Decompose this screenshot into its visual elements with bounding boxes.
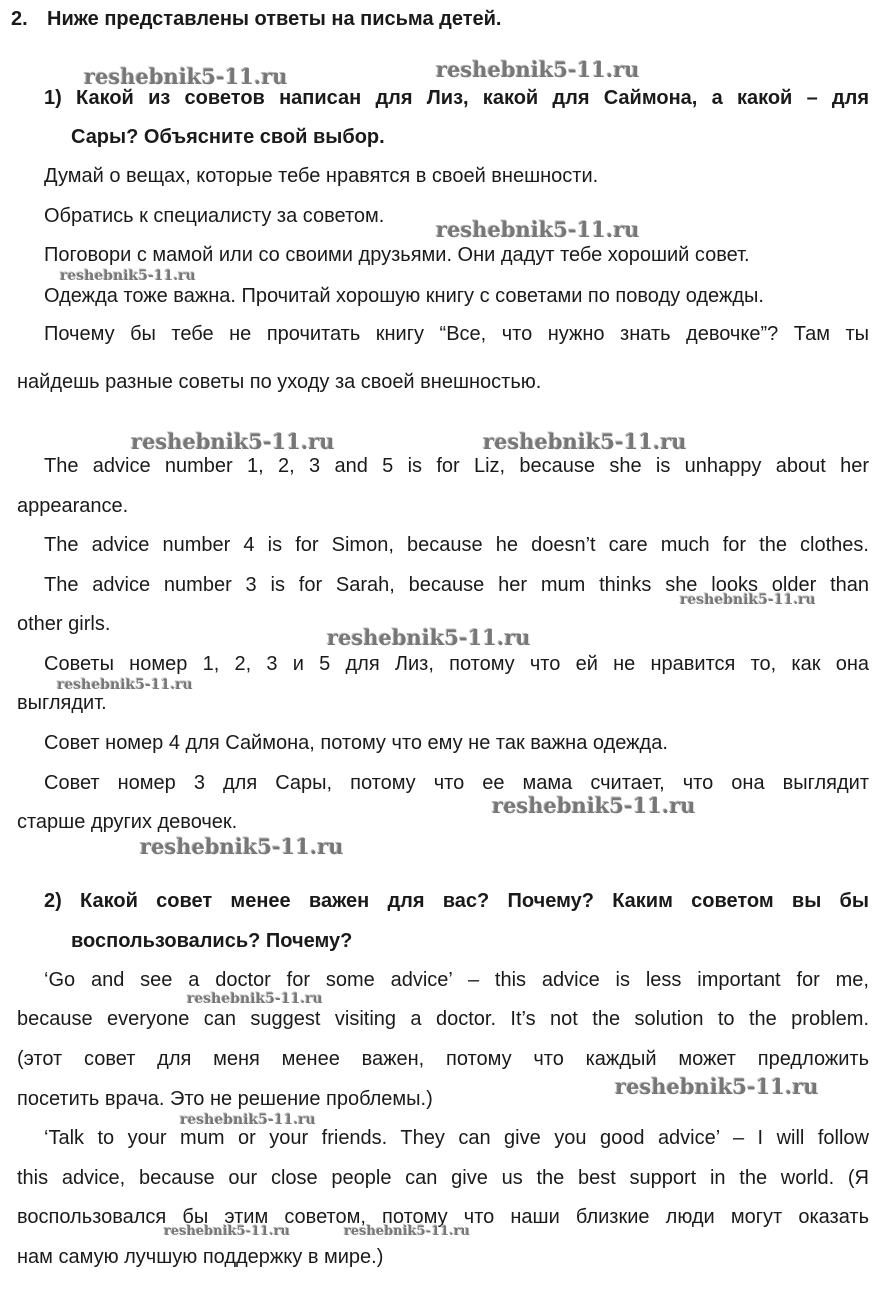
watermark: reshebnik5-11.ru bbox=[187, 991, 323, 1007]
answer-ru-3-line1: Совет номер 3 для Сары, потому что ее мама считает, что она выглядит bbox=[44, 772, 869, 794]
part2-p1-line3: (этот совет для меня менее важен, потому что каждый может предложить bbox=[17, 1048, 869, 1070]
part1-question-line2: Сары? Объясните свой выбор. bbox=[71, 126, 385, 148]
part2-p2-line2: this advice, because our close people can give us the best support in the world. (Я bbox=[17, 1167, 869, 1189]
advice-item-3: Поговори с мамой или со своими друзьями. Они дадут тебе хороший совет. bbox=[44, 244, 750, 266]
watermark: reshebnik5-11.ru bbox=[680, 592, 816, 608]
part2-question-line2: воспользовались? Почему? bbox=[71, 930, 353, 952]
watermark: reshebnik5-11.ru bbox=[60, 268, 196, 284]
watermark: reshebnik5-11.ru bbox=[492, 793, 696, 818]
part2-question-line1: 2) Какой совет менее важен для вас? Почему? Каким советом вы бы bbox=[44, 890, 869, 912]
answer-en-3-line1: The advice number 3 is for Sarah, because her mum thinks she looks older than bbox=[44, 574, 869, 596]
part2-p2-line3: воспользовался бы этим советом, потому что наши близкие люди могут оказать bbox=[17, 1206, 869, 1228]
answer-en-3-line2: other girls. bbox=[17, 613, 111, 635]
advice-item-4: Одежда тоже важна. Прочитай хорошую книгу с советами по поводу одежды. bbox=[44, 285, 764, 307]
part2-p1-line2: because everyone can suggest visiting a doctor. It’s not the solution to the problem. bbox=[17, 1008, 869, 1030]
part2-p2-line4: нам самую лучшую поддержку в мире.) bbox=[17, 1246, 384, 1268]
advice-item-5-line2: найдешь разные советы по уходу за своей внешностью. bbox=[17, 371, 542, 393]
watermark: reshebnik5-11.ru bbox=[131, 429, 335, 454]
watermark: reshebnik5-11.ru bbox=[140, 834, 344, 859]
watermark: reshebnik5-11.ru bbox=[615, 1074, 819, 1099]
task-title: Ниже представлены ответы на письма детей. bbox=[47, 8, 502, 30]
watermark: reshebnik5-11.ru bbox=[483, 429, 687, 454]
answer-ru-1-line2: выглядит. bbox=[17, 692, 107, 714]
watermark: reshebnik5-11.ru bbox=[344, 1224, 471, 1239]
advice-item-1: Думай о вещах, которые тебе нравятся в своей внешности. bbox=[44, 165, 599, 187]
watermark: reshebnik5-11.ru bbox=[327, 625, 531, 650]
watermark: reshebnik5-11.ru bbox=[180, 1112, 316, 1128]
answer-ru-2: Совет номер 4 для Саймона, потому что ему не так важна одежда. bbox=[44, 732, 668, 754]
answer-en-1-line2: appearance. bbox=[17, 495, 129, 517]
answer-ru-3-line2: старше других девочек. bbox=[17, 811, 238, 833]
watermark: reshebnik5-11.ru bbox=[57, 677, 193, 693]
watermark: reshebnik5-11.ru bbox=[436, 57, 640, 82]
watermark: reshebnik5-11.ru bbox=[164, 1224, 291, 1239]
advice-item-2: Обратись к специалисту за советом. bbox=[44, 205, 385, 227]
part2-p1-line4: посетить врача. Это не решение проблемы.) bbox=[17, 1088, 433, 1110]
task-number: 2. bbox=[11, 8, 28, 30]
watermark: reshebnik5-11.ru bbox=[436, 217, 640, 242]
answer-ru-1-line1: Советы номер 1, 2, 3 и 5 для Лиз, потому что ей не нравится то, как она bbox=[44, 653, 869, 675]
answer-en-1-line1: The advice number 1, 2, 3 and 5 is for Liz, because she is unhappy about her bbox=[44, 455, 869, 477]
answer-en-2: The advice number 4 is for Simon, because he doesn’t care much for the clothes. bbox=[44, 534, 869, 556]
part2-p1-line1: ‘Go and see a doctor for some advice’ – this advice is less important for me, bbox=[44, 969, 869, 991]
advice-item-5-line1: Почему бы тебе не прочитать книгу “Все, что нужно знать девочке”? Там ты bbox=[44, 323, 869, 345]
part1-question-line1: 1) Какой из советов написан для Лиз, какой для Саймона, а какой – для bbox=[44, 87, 869, 109]
watermark: reshebnik5-11.ru bbox=[84, 64, 288, 89]
part2-p2-line1: ‘Talk to your mum or your friends. They can give you good advice’ – I will follow bbox=[44, 1127, 869, 1149]
